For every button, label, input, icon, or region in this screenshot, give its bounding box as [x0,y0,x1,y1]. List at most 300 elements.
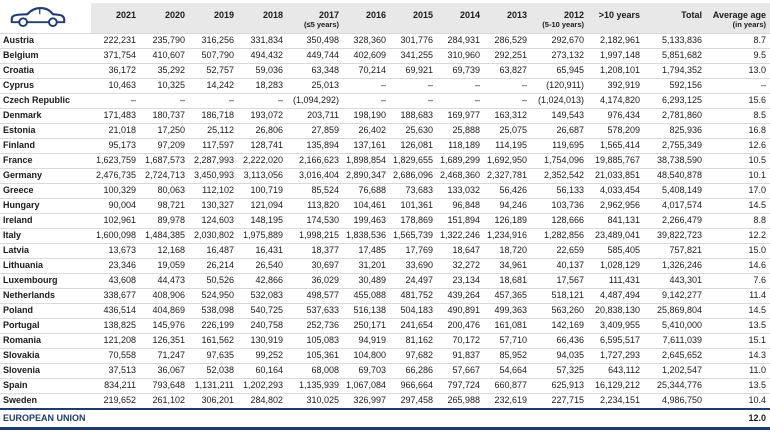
country-cell: Finland [0,138,91,153]
value-cell: 404,869 [140,303,189,318]
table-header [0,3,770,33]
value-cell: 341,255 [390,48,437,63]
average-age-cell: 15.0 [706,243,770,258]
column-header-2014 [437,3,484,33]
country-cell: Czech Republic [0,93,91,108]
value-cell: 32,272 [437,258,484,273]
value-cell: 16,129,212 [588,378,644,393]
value-cell: 232,619 [484,393,531,409]
column-label: 2017 [318,10,339,20]
value-cell: 81,162 [390,333,437,348]
value-cell: 19,885,767 [588,153,644,168]
value-cell: 1,689,299 [437,153,484,168]
table-row [0,273,770,288]
column-header-2019 [189,3,238,33]
value-cell: 504,183 [390,303,437,318]
value-cell: 119,695 [531,138,588,153]
table-row [0,318,770,333]
value-cell: 105,083 [287,333,343,348]
value-cell: 113,820 [287,198,343,213]
average-age-cell: 7.6 [706,273,770,288]
column-header-2013 [484,3,531,33]
value-cell: 68,008 [287,363,343,378]
value-cell: 193,072 [238,108,287,123]
value-cell: 130,919 [238,333,287,348]
value-cell: – [437,93,484,108]
column-label: 2013 [506,10,527,20]
country-cell: Greece [0,183,91,198]
value-cell: 36,067 [140,363,189,378]
value-cell: 57,710 [484,333,531,348]
value-cell: – [91,93,140,108]
value-cell: 2,287,993 [189,153,238,168]
value-cell: 57,667 [437,363,484,378]
value-cell: 578,209 [588,123,644,138]
value-cell: 85,524 [287,183,343,198]
country-cell: Romania [0,333,91,348]
value-cell: 42,866 [238,273,287,288]
column-label: 2014 [459,10,480,20]
passenger-cars-by-age-table [0,3,770,430]
value-cell: 1,754,096 [531,153,588,168]
value-cell: 135,894 [287,138,343,153]
country-cell: Lithuania [0,258,91,273]
value-cell: 27,859 [287,123,343,138]
table-row [0,33,770,48]
value-cell: 178,869 [390,213,437,228]
value-cell: 1,794,352 [644,63,706,78]
value-cell: 30,697 [287,258,343,273]
value-cell: 250,171 [343,318,390,333]
column-sublabel: (in years) [732,20,766,29]
value-cell: 338,677 [91,288,140,303]
column-header-over-10-years [588,3,644,33]
value-cell: 241,654 [390,318,437,333]
value-cell: 71,247 [140,348,189,363]
table-row [0,288,770,303]
value-cell: 118,189 [437,138,484,153]
value-cell: 70,214 [343,63,390,78]
value-cell: 66,286 [390,363,437,378]
value-cell: 100,329 [91,183,140,198]
value-cell: (120,911) [531,78,588,93]
value-cell: 126,189 [484,213,531,228]
value-cell: 5,410,000 [644,318,706,333]
table-row [0,303,770,318]
value-cell: 23,489,041 [588,228,644,243]
column-label: Total [681,10,702,20]
average-age-cell: 8.5 [706,108,770,123]
value-cell: 2,476,735 [91,168,140,183]
country-cell: Ireland [0,213,91,228]
value-cell: 36,172 [91,63,140,78]
table-row [0,228,770,243]
value-cell: – [484,93,531,108]
column-header-average-age [706,3,770,33]
value-cell: 494,432 [238,48,287,63]
country-cell: France [0,153,91,168]
value-cell: 126,081 [390,138,437,153]
table-row [0,183,770,198]
value-cell: 1,692,950 [484,153,531,168]
value-cell: 1,838,536 [343,228,390,243]
value-cell: 1,234,916 [484,228,531,243]
value-cell: 499,363 [484,303,531,318]
value-cell: 2,686,096 [390,168,437,183]
value-cell: 219,652 [91,393,140,409]
value-cell: 4,017,574 [644,198,706,213]
value-cell: 104,461 [343,198,390,213]
value-cell: 498,577 [287,288,343,303]
value-cell: 524,950 [189,288,238,303]
average-age-cell: 14.5 [706,303,770,318]
table-row [0,348,770,363]
average-age-cell: 10.5 [706,153,770,168]
value-cell: 26,687 [531,123,588,138]
country-cell: Latvia [0,243,91,258]
value-cell: 12,168 [140,243,189,258]
value-cell: 518,121 [531,288,588,303]
value-cell: 102,961 [91,213,140,228]
average-age-cell: 9.5 [706,48,770,63]
value-cell: 180,737 [140,108,189,123]
table-row [0,138,770,153]
value-cell: 328,360 [343,33,390,48]
value-cell: 3,450,993 [189,168,238,183]
value-cell: 6,595,517 [588,333,644,348]
value-cell: 757,821 [644,243,706,258]
table-row [0,363,770,378]
country-cell: Spain [0,378,91,393]
value-cell: 2,234,151 [588,393,644,409]
value-cell: 10,325 [140,78,189,93]
value-cell: – [343,78,390,93]
value-cell: 44,473 [140,273,189,288]
value-cell: 410,607 [140,48,189,63]
value-cell: – [390,78,437,93]
value-cell: 2,468,360 [437,168,484,183]
value-cell: 137,161 [343,138,390,153]
average-age-cell: 11.4 [706,288,770,303]
value-cell: 284,931 [437,33,484,48]
average-age-cell: 10.1 [706,168,770,183]
value-cell: 21,033,851 [588,168,644,183]
value-cell: 21,018 [91,123,140,138]
value-cell: 126,351 [140,333,189,348]
value-cell: 392,919 [588,78,644,93]
value-cell: 1,975,889 [238,228,287,243]
value-cell: 70,558 [91,348,140,363]
value-cell: 592,156 [644,78,706,93]
value-cell: 507,790 [189,48,238,63]
value-cell: 188,683 [390,108,437,123]
value-cell: 1,687,573 [140,153,189,168]
value-cell: 1,067,084 [343,378,390,393]
value-cell: 9,142,277 [644,288,706,303]
value-cell: 117,597 [189,138,238,153]
value-cell: 1,135,939 [287,378,343,393]
value-cell: 3,016,404 [287,168,343,183]
value-cell: 101,361 [390,198,437,213]
value-cell: 128,666 [531,213,588,228]
country-cell: Estonia [0,123,91,138]
value-cell: 35,292 [140,63,189,78]
column-sublabel: (≤5 years) [304,20,339,29]
value-cell: 73,683 [390,183,437,198]
value-cell: – [390,93,437,108]
value-cell: 793,648 [140,378,189,393]
table-row [0,243,770,258]
table-row [0,333,770,348]
value-cell: 292,670 [531,33,588,48]
value-cell: 98,721 [140,198,189,213]
value-cell: 455,088 [343,288,390,303]
column-label: 2015 [412,10,433,20]
column-label: 2020 [164,10,185,20]
value-cell: 6,293,125 [644,93,706,108]
table-row [0,48,770,63]
value-cell: 17,485 [343,243,390,258]
value-cell: 18,720 [484,243,531,258]
value-cell: 56,133 [531,183,588,198]
value-cell: 1,565,414 [588,138,644,153]
value-cell: 1,997,148 [588,48,644,63]
value-cell: 273,132 [531,48,588,63]
value-cell: 59,036 [238,63,287,78]
column-header-2018 [238,3,287,33]
value-cell: 1,829,655 [390,153,437,168]
value-cell: 34,961 [484,258,531,273]
country-cell: Austria [0,33,91,48]
value-cell: 402,609 [343,48,390,63]
value-cell: 2,755,349 [644,138,706,153]
value-cell: 138,825 [91,318,140,333]
value-cell: 26,214 [189,258,238,273]
value-cell: 198,190 [343,108,390,123]
value-cell: 38,738,590 [644,153,706,168]
value-cell: 13,673 [91,243,140,258]
average-age-cell: 13.5 [706,318,770,333]
average-age-cell: 14.5 [706,198,770,213]
column-header-total [644,3,706,33]
value-cell: 2,182,961 [588,33,644,48]
value-cell: 643,112 [588,363,644,378]
value-cell: 4,986,750 [644,393,706,409]
value-cell: 17,769 [390,243,437,258]
value-cell: 5,133,836 [644,33,706,48]
value-cell: 97,209 [140,138,189,153]
value-cell: 306,201 [189,393,238,409]
value-cell: 585,405 [588,243,644,258]
value-cell: 17,567 [531,273,588,288]
value-cell: 57,325 [531,363,588,378]
value-cell: 186,718 [189,108,238,123]
value-cell: 371,754 [91,48,140,63]
value-cell: 457,365 [484,288,531,303]
value-cell: 24,497 [390,273,437,288]
value-cell: 104,800 [343,348,390,363]
value-cell: 292,251 [484,48,531,63]
value-cell: 26,402 [343,123,390,138]
value-cell: 40,137 [531,258,588,273]
country-cell: Belgium [0,48,91,63]
value-cell: 25,869,804 [644,303,706,318]
average-age-cell: 14.6 [706,258,770,273]
value-cell: 1,202,293 [238,378,287,393]
country-cell: Denmark [0,108,91,123]
value-cell: 841,131 [588,213,644,228]
value-cell: 2,166,623 [287,153,343,168]
value-cell: 33,690 [390,258,437,273]
value-cell: 18,377 [287,243,343,258]
country-cell: Netherlands [0,288,91,303]
column-label: 2012 [563,10,584,20]
value-cell: 18,681 [484,273,531,288]
value-cell: 310,960 [437,48,484,63]
value-cell: 449,744 [287,48,343,63]
value-cell: 142,169 [531,318,588,333]
table-row [0,258,770,273]
table-row [0,198,770,213]
value-cell: 69,739 [437,63,484,78]
european-union-row [0,409,770,429]
column-header-2015 [390,3,437,33]
value-cell: 17,250 [140,123,189,138]
table-row [0,378,770,393]
value-cell: 69,921 [390,63,437,78]
average-age-cell: 12.6 [706,138,770,153]
value-cell: 1,727,293 [588,348,644,363]
value-cell: 1,623,759 [91,153,140,168]
value-cell: 1,998,215 [287,228,343,243]
value-cell: 50,526 [189,273,238,288]
value-cell: 797,724 [437,378,484,393]
value-cell: 124,603 [189,213,238,228]
value-cell: 121,208 [91,333,140,348]
value-cell: – [140,93,189,108]
value-cell: 1,565,739 [390,228,437,243]
value-cell: 4,487,494 [588,288,644,303]
value-cell: 2,890,347 [343,168,390,183]
value-cell: 286,529 [484,33,531,48]
value-cell: 540,725 [238,303,287,318]
value-cell: 439,264 [437,288,484,303]
average-age-cell: 8.8 [706,213,770,228]
value-cell: 834,211 [91,378,140,393]
value-cell: 481,752 [390,288,437,303]
european-union-average-age: 12.0 [706,409,770,429]
value-cell: 25,630 [390,123,437,138]
country-cell: Italy [0,228,91,243]
value-cell: 1,322,246 [437,228,484,243]
value-cell: 60,164 [238,363,287,378]
average-age-cell: 14.3 [706,348,770,363]
value-cell: 100,719 [238,183,287,198]
value-cell: 54,664 [484,363,531,378]
average-age-cell: 15.6 [706,93,770,108]
table-row [0,393,770,409]
value-cell: 25,013 [287,78,343,93]
value-cell: 97,635 [189,348,238,363]
average-age-cell: 15.1 [706,333,770,348]
value-cell: 2,222,020 [238,153,287,168]
value-cell: 1,600,098 [91,228,140,243]
table-row [0,123,770,138]
value-cell: 3,409,955 [588,318,644,333]
value-cell: 625,913 [531,378,588,393]
value-cell: 490,891 [437,303,484,318]
value-cell: 25,112 [189,123,238,138]
value-cell: 128,741 [238,138,287,153]
value-cell: 1,028,129 [588,258,644,273]
value-cell: – [437,78,484,93]
value-cell: 4,033,454 [588,183,644,198]
value-cell: 76,688 [343,183,390,198]
column-header-2016 [343,3,390,33]
value-cell: 94,246 [484,198,531,213]
value-cell: 133,032 [437,183,484,198]
value-cell: – [238,93,287,108]
value-cell: 326,997 [343,393,390,409]
value-cell: 16,431 [238,243,287,258]
value-cell: 111,431 [588,273,644,288]
value-cell: 105,361 [287,348,343,363]
average-age-cell: 13.0 [706,63,770,78]
average-age-cell: – [706,78,770,93]
value-cell: 2,352,542 [531,168,588,183]
average-age-cell: 17.0 [706,183,770,198]
value-cell: 63,348 [287,63,343,78]
value-cell: 145,976 [140,318,189,333]
value-cell: 1,131,211 [189,378,238,393]
value-cell: 163,312 [484,108,531,123]
value-cell: – [343,93,390,108]
value-cell: 97,682 [390,348,437,363]
value-cell: 95,173 [91,138,140,153]
value-cell: 252,736 [287,318,343,333]
table-row [0,153,770,168]
value-cell: 65,945 [531,63,588,78]
value-cell: 18,283 [238,78,287,93]
value-cell: 310,025 [287,393,343,409]
table-row [0,108,770,123]
value-cell: 200,476 [437,318,484,333]
value-cell: 538,098 [189,303,238,318]
value-cell: 25,888 [437,123,484,138]
table-footer [0,409,770,429]
column-label: Average age [712,10,766,20]
column-header-2020 [140,3,189,33]
country-cell: Poland [0,303,91,318]
value-cell: 26,540 [238,258,287,273]
value-cell: 1,202,547 [644,363,706,378]
value-cell: 90,004 [91,198,140,213]
table-row [0,78,770,93]
value-cell: 18,647 [437,243,484,258]
value-cell: 43,608 [91,273,140,288]
car-icon-cell [0,3,91,33]
value-cell: 52,038 [189,363,238,378]
value-cell: 2,645,652 [644,348,706,363]
value-cell: 103,736 [531,198,588,213]
value-cell: 130,327 [189,198,238,213]
value-cell: 66,436 [531,333,588,348]
value-cell: 25,344,776 [644,378,706,393]
value-cell: 121,094 [238,198,287,213]
country-cell: Slovenia [0,363,91,378]
value-cell: 20,838,130 [588,303,644,318]
value-cell: – [189,93,238,108]
